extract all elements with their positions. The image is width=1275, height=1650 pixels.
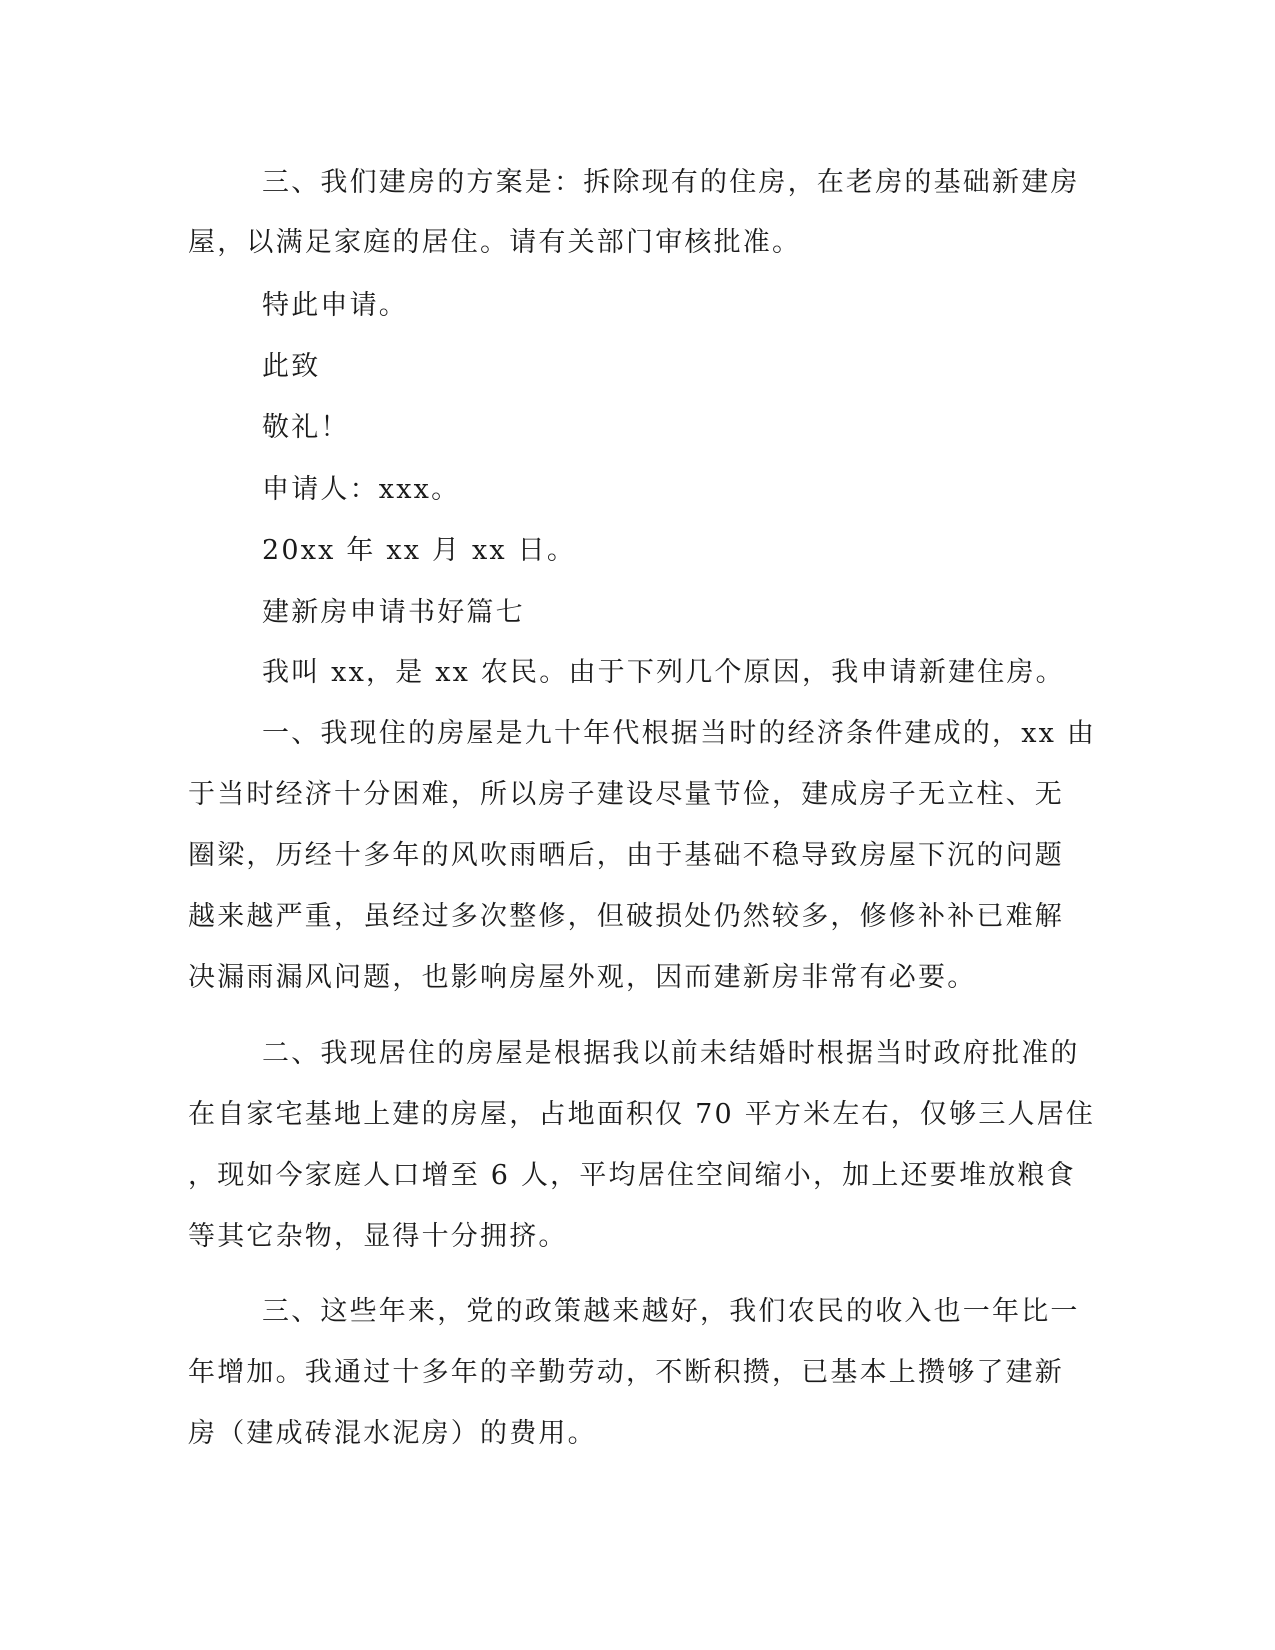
paragraph-line: 圈梁，历经十多年的风吹雨晒后，由于基础不稳导致房屋下沉的问题 — [188, 840, 1064, 871]
paragraph-line: 屋，以满足家庭的居住。请有关部门审核批准。 — [188, 227, 802, 258]
paragraph-line: 越来越严重，虽经过多次整修，但破损处仍然较多，修修补补已难解 — [188, 901, 1064, 932]
paragraph-line: 我叫 xx，是 xx 农民。由于下列几个原因，我申请新建住房。 — [262, 657, 1065, 688]
paragraph-line: 等其它杂物，显得十分拥挤。 — [188, 1221, 568, 1252]
closing-line: 敬礼！ — [262, 412, 350, 443]
paragraph-line: ，现如今家庭人口增至 6 人，平均居住空间缩小，加上还要堆放粮食 — [188, 1160, 1076, 1191]
section-title: 建新房申请书好篇七 — [262, 597, 525, 628]
closing-line: 特此申请。 — [262, 290, 408, 321]
paragraph-line: 年增加。我通过十多年的辛勤劳动，不断积攒，已基本上攒够了建新 — [188, 1357, 1064, 1388]
paragraph-line: 于当时经济十分困难，所以房子建设尽量节俭，建成房子无立柱、无 — [188, 779, 1064, 810]
closing-line: 此致 — [262, 351, 321, 382]
applicant-line: 申请人：xxx。 — [262, 474, 461, 505]
paragraph-line: 三、我们建房的方案是：拆除现有的住房，在老房的基础新建房 — [262, 167, 1080, 198]
paragraph-line: 三、这些年来，党的政策越来越好，我们农民的收入也一年比一 — [262, 1296, 1080, 1327]
date-line: 20xx 年 xx 月 xx 日。 — [262, 535, 577, 566]
paragraph-line: 二、我现居住的房屋是根据我以前未结婚时根据当时政府批准的 — [262, 1038, 1080, 1069]
paragraph-line: 一、我现住的房屋是九十年代根据当时的经济条件建成的，xx 由 — [262, 718, 1097, 749]
paragraph-line: 在自家宅基地上建的房屋，占地面积仅 70 平方米左右，仅够三人居住 — [188, 1099, 1096, 1130]
paragraph-line: 决漏雨漏风问题，也影响房屋外观，因而建新房非常有必要。 — [188, 962, 977, 993]
paragraph-line: 房（建成砖混水泥房）的费用。 — [188, 1418, 597, 1449]
